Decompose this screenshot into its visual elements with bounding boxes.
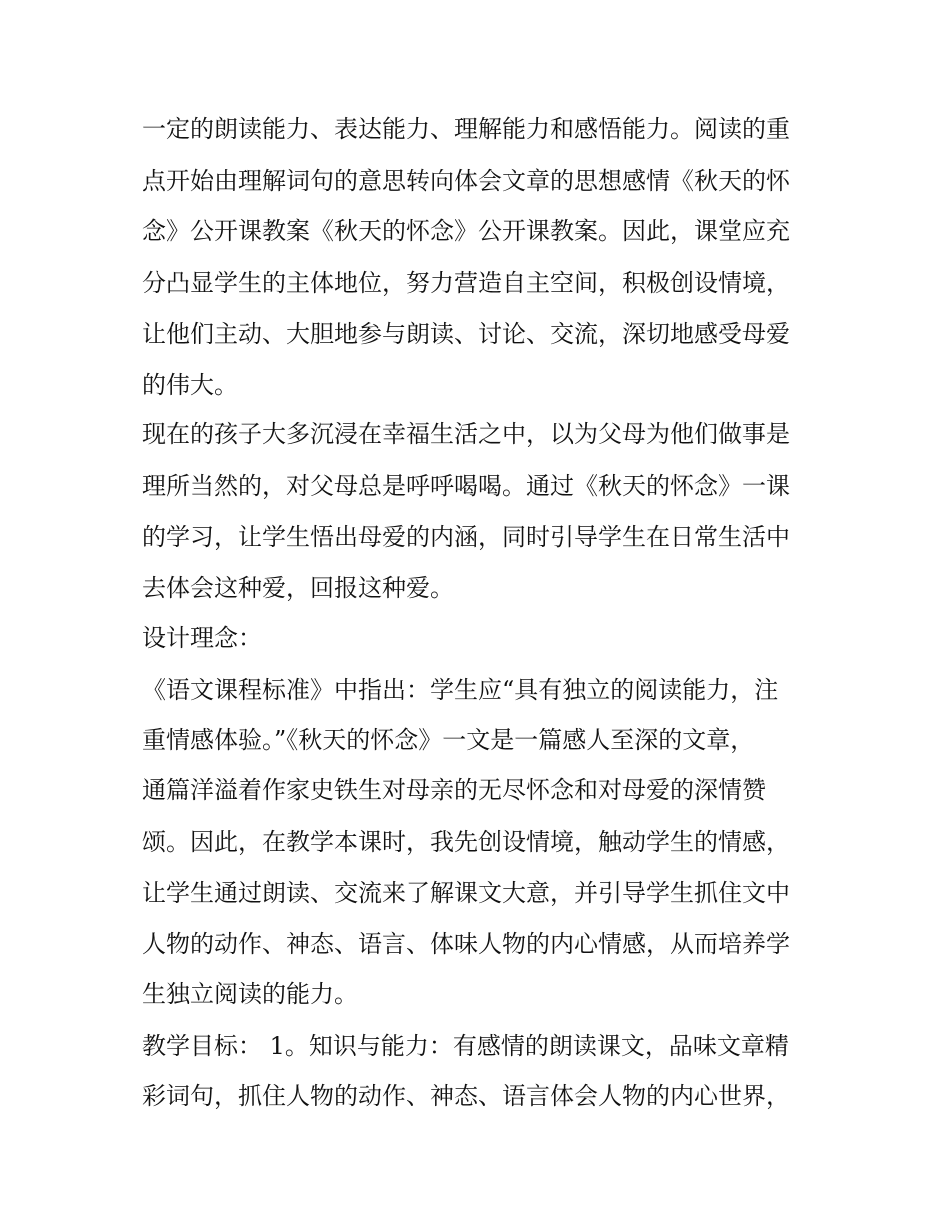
text-line: 让学生通过朗读、交流来了解课文大意，并引导学生抓住文中 <box>142 879 790 907</box>
text-line: 一定的朗读能力、表达能力、理解能力和感悟能力。阅读的重 <box>142 115 790 143</box>
text-line: 分凸显学生的主体地位，努力营造自主空间，积极创设情境， <box>142 269 790 297</box>
text-line: 重情感体验。”《秋天的怀念》一文是一篇感人至深的文章， <box>142 726 755 754</box>
text-line: 念》公开课教案《秋天的怀念》公开课教案。因此，课堂应充 <box>142 217 790 245</box>
text-line: 生独立阅读的能力。 <box>142 980 358 1008</box>
text-line: 《语文课程标准》中指出：学生应“具有独立的阅读能力，注 <box>142 676 779 704</box>
text-line: 彩词句，抓住人物的动作、神态、语言体会人物的内心世界， <box>142 1082 790 1110</box>
text-line: 颂。因此，在教学本课时，我先创设情境，触动学生的情感， <box>142 828 790 856</box>
text-line: 的伟大。 <box>142 371 238 399</box>
text-line: 去体会这种爱，回报这种爱。 <box>142 574 454 602</box>
section-heading: 设计理念： <box>142 624 262 652</box>
text-line: 让他们主动、大胆地参与朗读、讨论、交流，深切地感受母爱 <box>142 320 790 348</box>
text-line: 点开始由理解词句的意思转向体会文章的思想感情《秋天的怀 <box>142 167 790 195</box>
text-line: 现在的孩子大多沉浸在幸福生活之中，以为父母为他们做事是 <box>142 420 790 448</box>
text-line: 的学习，让学生悟出母爱的内涵，同时引导学生在日常生活中 <box>142 523 790 551</box>
text-line: 人物的动作、神态、语言、体味人物的内心情感，从而培养学 <box>142 930 790 958</box>
text-line: 理所当然的，对父母总是呼呼喝喝。通过《秋天的怀念》一课 <box>142 472 790 500</box>
text-line: 教学目标： 1。知识与能力：有感情的朗读课文，品味文章精 <box>142 1032 789 1060</box>
text-line: 通篇洋溢着作家史铁生对母亲的无尽怀念和对母爱的深情赞 <box>142 776 766 804</box>
